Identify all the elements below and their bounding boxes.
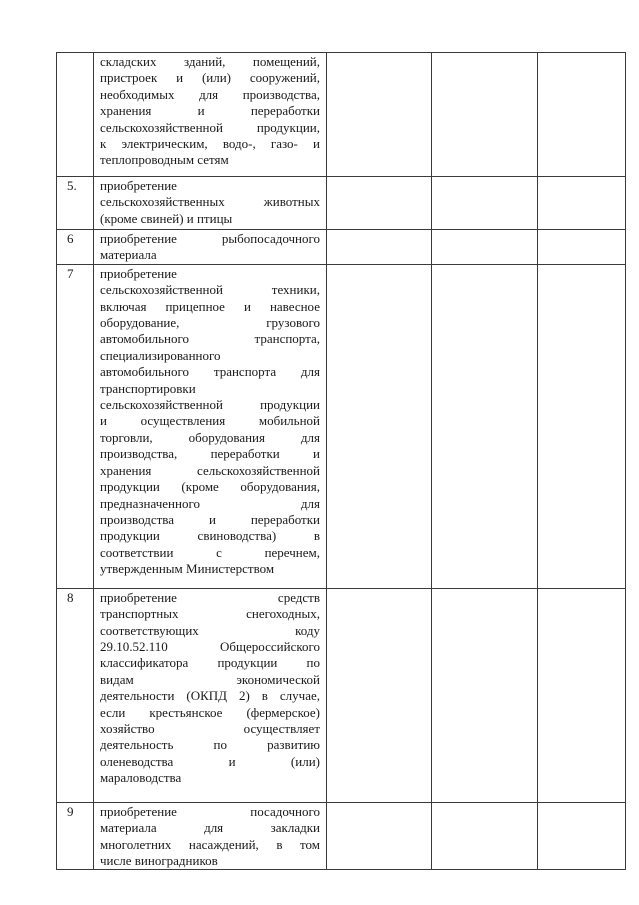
description-line: если крестьянское (фермерское) bbox=[100, 704, 320, 720]
empty-cell-col-3 bbox=[327, 177, 432, 230]
description-line: транспортных снегоходных, bbox=[100, 606, 320, 622]
description-line: соответствующих коду bbox=[100, 622, 320, 638]
description-cell bbox=[94, 177, 327, 230]
row-number: 8 bbox=[67, 589, 74, 605]
empty-cell-col-3 bbox=[327, 264, 432, 588]
description-line: материала для закладки bbox=[100, 820, 320, 836]
row-number: 7 bbox=[67, 265, 74, 281]
description-cell bbox=[94, 53, 327, 177]
empty-cell-col-5 bbox=[538, 802, 626, 870]
description-line: автомобильного транспорта, bbox=[100, 331, 320, 347]
description-line: продукции (кроме оборудования, bbox=[100, 479, 320, 495]
description-line: многолетних насаждений, в том bbox=[100, 836, 320, 852]
description-line: 29.10.52.110 Общероссийского bbox=[100, 639, 320, 655]
row-number-cell bbox=[57, 177, 94, 230]
table-row bbox=[57, 177, 626, 230]
empty-cell-col-3 bbox=[327, 588, 432, 802]
description-cell bbox=[94, 230, 327, 265]
description-line: к электрическим, водо-, газо- и bbox=[100, 136, 320, 152]
description-line: сельскохозяйственных животных bbox=[100, 194, 320, 210]
description-line: пристроек и (или) сооружений, bbox=[100, 70, 320, 86]
empty-cell-col-4 bbox=[432, 802, 538, 870]
description-line: оленеводства и (или) bbox=[100, 753, 320, 769]
empty-cell-col-3 bbox=[327, 230, 432, 265]
empty-cell-col-4 bbox=[432, 177, 538, 230]
description-line: хранения и переработки bbox=[100, 103, 320, 119]
description-line: включая прицепное и навесное bbox=[100, 298, 320, 314]
description-line: деятельность по развитию bbox=[100, 737, 320, 753]
table-row bbox=[57, 588, 626, 802]
description-line: специализированного bbox=[100, 347, 221, 363]
description-line: необходимых для производства, bbox=[100, 86, 320, 102]
empty-cell-col-5 bbox=[538, 264, 626, 588]
row-number: 5. bbox=[67, 178, 77, 193]
description-line: автомобильного транспорта для bbox=[100, 364, 320, 380]
description-line: производства и переработки bbox=[100, 511, 320, 527]
description-line: материала bbox=[100, 247, 157, 263]
empty-cell-col-4 bbox=[432, 588, 538, 802]
description-line: предназначенного для bbox=[100, 495, 320, 511]
description-line: приобретение bbox=[100, 265, 177, 281]
description-cell bbox=[94, 264, 327, 588]
description-line: приобретение рыбопосадочного bbox=[100, 231, 320, 246]
description-line: хранения сельскохозяйственной bbox=[100, 462, 320, 478]
description-line: теплопроводным сетям bbox=[100, 152, 229, 168]
description-line: транспортировки bbox=[100, 380, 196, 396]
description-line: соответствии с перечнем, bbox=[100, 544, 320, 560]
description-line: торговли, оборудования для bbox=[100, 429, 320, 445]
empty-cell-col-4 bbox=[432, 264, 538, 588]
description-line: видам экономической bbox=[100, 671, 320, 687]
empty-cell-col-5 bbox=[538, 588, 626, 802]
document-table bbox=[56, 52, 626, 870]
table-row bbox=[57, 230, 626, 265]
empty-cell-col-4 bbox=[432, 53, 538, 177]
empty-cell-col-5 bbox=[538, 177, 626, 230]
empty-cell-col-5 bbox=[538, 53, 626, 177]
description-line: утвержденным Министерством bbox=[100, 561, 275, 577]
description-cell bbox=[94, 588, 327, 802]
table-body bbox=[57, 53, 626, 870]
row-number-cell bbox=[57, 230, 94, 265]
description-line: продукции свиноводства) в bbox=[100, 528, 320, 544]
row-number: 6 bbox=[67, 231, 74, 246]
table-row bbox=[57, 53, 626, 177]
table-row bbox=[57, 802, 626, 870]
description-line: числе виноградников bbox=[100, 853, 218, 869]
description-line: приобретение посадочного bbox=[100, 803, 320, 819]
description-cell bbox=[94, 802, 327, 870]
row-number-cell bbox=[57, 588, 94, 802]
description-line: деятельности (ОКПД 2) в случае, bbox=[100, 688, 320, 704]
description-line: классификатора продукции по bbox=[100, 655, 320, 671]
table-row bbox=[57, 264, 626, 588]
description-line: сельскохозяйственной продукции, bbox=[100, 119, 320, 135]
description-line: производства, переработки и bbox=[100, 446, 320, 462]
description-line: мараловодства bbox=[100, 770, 182, 786]
description-line: складских зданий, помещений, bbox=[100, 54, 320, 69]
description-line: приобретение bbox=[100, 178, 177, 193]
row-number-cell bbox=[57, 802, 94, 870]
row-number-cell bbox=[57, 264, 94, 588]
description-line: приобретение средств bbox=[100, 589, 320, 605]
description-line: и осуществления мобильной bbox=[100, 413, 320, 429]
description-line: оборудование, грузового bbox=[100, 315, 320, 331]
row-number-cell bbox=[57, 53, 94, 177]
description-line: сельскохозяйственной продукции bbox=[100, 397, 320, 413]
empty-cell-col-5 bbox=[538, 230, 626, 265]
empty-cell-col-3 bbox=[327, 802, 432, 870]
empty-cell-col-3 bbox=[327, 53, 432, 177]
description-line: (кроме свиней) и птицы bbox=[100, 210, 233, 226]
row-number: 9 bbox=[67, 803, 74, 819]
empty-cell-col-4 bbox=[432, 230, 538, 265]
description-line: сельскохозяйственной техники, bbox=[100, 282, 320, 298]
description-line: хозяйство осуществляет bbox=[100, 721, 320, 737]
